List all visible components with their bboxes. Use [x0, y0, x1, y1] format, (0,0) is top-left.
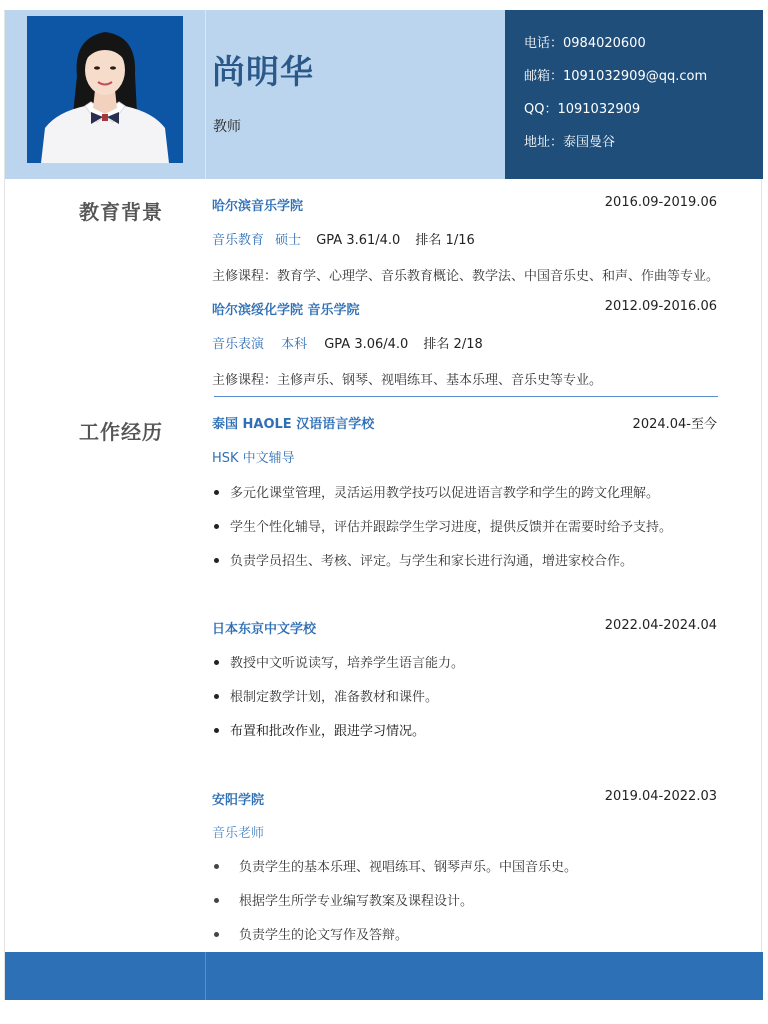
work-role: HSK 中文辅导	[212, 451, 295, 466]
work-role: 音乐老师	[212, 826, 265, 841]
bullet-dot-icon	[214, 694, 219, 699]
bullet-dot-icon	[214, 728, 219, 733]
edu-entry-2-header	[212, 299, 717, 318]
header-divider	[205, 10, 206, 179]
work-org: 泰国 HAOLE 汉语语言学校	[212, 417, 375, 432]
contact-qq: QQ：1091032909	[524, 102, 641, 117]
person-title: 教师	[213, 119, 241, 135]
contact-phone: 电话：0984020600	[524, 36, 646, 51]
edu-dates: 2016.09-2019.06	[604, 195, 717, 210]
edu-major: 音乐表演	[212, 337, 265, 352]
contact-email: 邮箱：1091032909@qq.com	[524, 69, 708, 84]
list-item: 负责学员招生、考核、评定。与学生和家长进行沟通，增进家校合作。	[214, 550, 633, 569]
work-heading: 工作经历	[79, 420, 163, 444]
resume-header	[5, 10, 763, 179]
bullet-dot-icon	[214, 490, 219, 495]
edu-dates: 2012.09-2016.06	[604, 299, 717, 314]
resume-page	[4, 10, 762, 1000]
bullet-dot-icon	[214, 864, 219, 869]
work-entry-3-header	[212, 789, 717, 808]
bullet-dot-icon	[214, 558, 219, 563]
contact-address: 地址：泰国曼谷	[524, 135, 616, 150]
list-item: 根据学生所学专业编写教案及课程设计。	[214, 890, 473, 909]
edu-entry-2-details	[212, 333, 717, 352]
work-dates: 2019.04-2022.03	[604, 789, 717, 804]
education-heading: 教育背景	[79, 200, 163, 224]
edu-school: 哈尔滨音乐学院	[212, 199, 304, 214]
resume-footer	[5, 952, 763, 1000]
work-org: 日本东京中文学校	[212, 622, 317, 637]
edu-entry-1-courses	[212, 265, 720, 284]
list-item: 多元化课堂管理，灵活运用教学技巧以促进语言教学和学生的跨文化理解。	[214, 482, 659, 501]
bullet-dot-icon	[214, 898, 219, 903]
work-entry-3-role	[212, 822, 717, 841]
edu-entry-1-details	[212, 229, 717, 248]
work-org: 安阳学院	[212, 793, 265, 808]
edu-degree: 硕士	[275, 233, 302, 248]
edu-courses: 主修课程：主修声乐、钢琴、视唱练耳、基本乐理、音乐史等专业。	[212, 373, 603, 388]
work-dates: 2022.04-2024.04	[604, 618, 717, 633]
list-item: 布置和批改作业，跟进学习情况。	[214, 720, 425, 739]
list-item: 教授中文听说读写，培养学生语言能力。	[214, 652, 464, 671]
work-dates: 2024.04-至今	[632, 417, 717, 432]
edu-entry-1-header	[212, 195, 717, 214]
edu-school: 哈尔滨绥化学院 音乐学院	[212, 303, 360, 318]
work-entry-1-header	[212, 413, 717, 432]
list-item: 负责学生的论文写作及答辩。	[214, 924, 408, 943]
edu-degree: 本科	[281, 337, 308, 352]
edu-courses: 主修课程：教育学、心理学、音乐教育概论、教学法、中国音乐史、和声、作曲等专业。	[212, 269, 720, 284]
portrait-photo-icon	[27, 16, 183, 163]
person-name: 尚明华	[212, 52, 314, 91]
footer-divider	[205, 952, 206, 1000]
list-item: 根制定教学计划，准备教材和课件。	[214, 686, 438, 705]
edu-gpa: GPA 3.06/4.0	[324, 337, 409, 352]
edu-major: 音乐教育	[212, 233, 265, 248]
contact-panel	[505, 10, 763, 179]
edu-gpa: GPA 3.61/4.0	[316, 233, 401, 248]
bullet-dot-icon	[214, 932, 219, 937]
work-entry-1-role	[212, 447, 717, 466]
edu-entry-2-courses	[212, 369, 717, 388]
section-divider	[214, 396, 718, 397]
profile-photo	[27, 16, 183, 163]
bullet-dot-icon	[214, 660, 219, 665]
list-item: 学生个性化辅导，评估并跟踪学生学习进度，提供反馈并在需要时给予支持。	[214, 516, 672, 535]
bullet-dot-icon	[214, 524, 219, 529]
work-entry-2-header	[212, 618, 717, 637]
list-item: 负责学生的基本乐理、视唱练耳、钢琴声乐。中国音乐史。	[214, 856, 577, 875]
edu-rank: 排名 2/18	[423, 337, 483, 352]
edu-rank: 排名 1/16	[415, 233, 475, 248]
